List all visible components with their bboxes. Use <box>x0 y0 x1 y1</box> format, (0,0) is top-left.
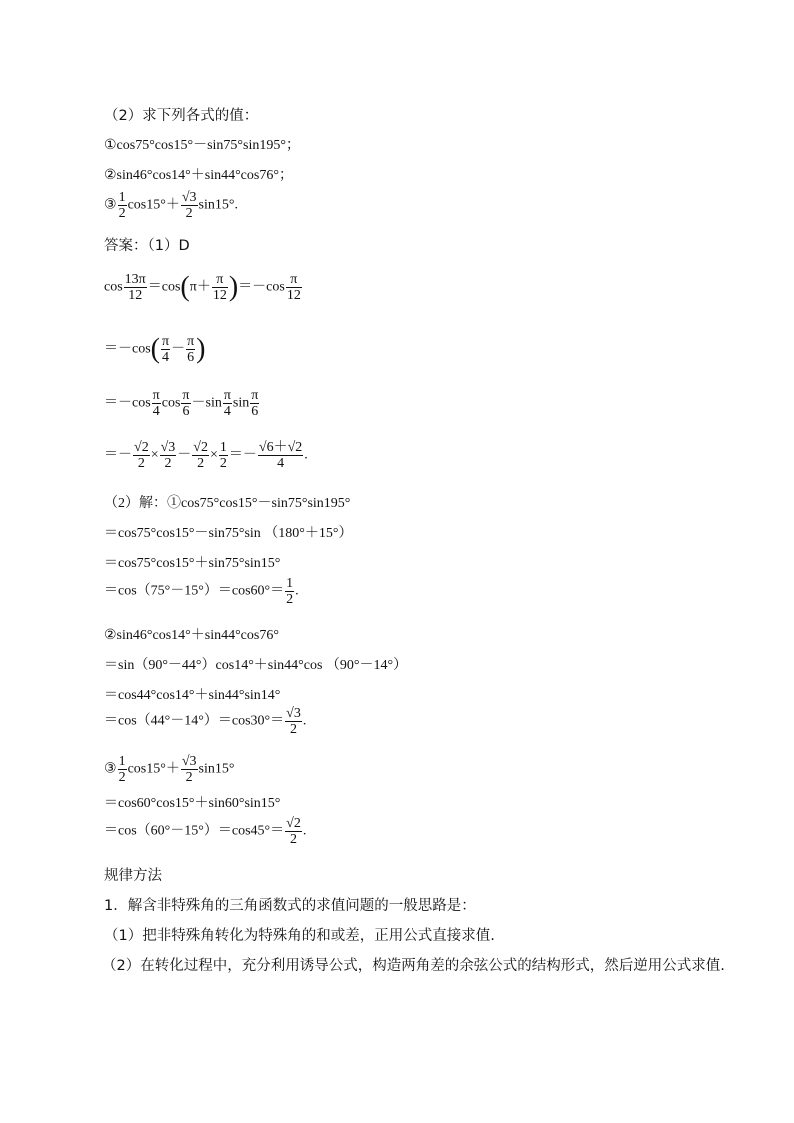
fraction: $\frac{\pi}{4}$ <box>162 334 170 365</box>
item3-suffix: sin15°. <box>198 197 238 213</box>
solution-line: ＝cos75°cos15°＋sin75°sin15° <box>104 556 281 571</box>
solution-line: ②sin46°cos14°＋sin44°cos76° <box>104 628 279 643</box>
fraction: $\frac{√2}{2}$ <box>286 816 301 847</box>
solution-line: ＝cos60°cos15°＋sin60°sin15° <box>104 796 281 811</box>
item3-prefix: ③ <box>104 197 117 213</box>
fraction: $\frac{\pi}{4}$ <box>223 388 231 419</box>
fraction: $\frac{\pi}{12}$ <box>286 272 301 303</box>
solution-line: ＝cos44°cos14°＋sin44°sin14° <box>104 688 281 703</box>
fraction: $\frac{√3}{2}$ <box>181 190 197 221</box>
question-item1: ①cos75°cos15°－sin75°sin195°； <box>104 138 300 153</box>
fraction: $\frac{1}{2}$ <box>219 440 227 471</box>
method-point: 1．解含非特殊角的三角函数式的求值问题的一般思路是： <box>104 898 476 914</box>
answer-label: 答案：（1）D <box>104 238 190 254</box>
answer-step3: ＝－cos $\frac{\pi}{4}$ cos $\frac{\pi}{6}$ －sin $\frac{\pi}{4}$ sin $\frac{\pi}{6}$ <box>104 388 259 419</box>
solution-line: ＝cos（44°－14°）＝cos30°＝ $\frac{√3}{2}$ . <box>104 706 307 737</box>
solution-line: （2）解：①cos75°cos15°－sin75°sin195° <box>104 496 351 511</box>
fraction: $\frac{1}{2}$ <box>286 576 294 607</box>
question-part2: （2）求下列各式的值： <box>104 108 259 124</box>
fraction: $\frac{√6+√2}{4}$ <box>258 440 303 471</box>
fraction: $\frac{√3}{2}$ <box>286 706 301 737</box>
fraction: $\frac{13\pi}{12}$ <box>124 272 146 303</box>
method-title: 规律方法 <box>104 868 162 884</box>
method-paragraph: （2）在转化过程中，充分利用诱导公式，构造两角差的余弦公式的结构形式，然后逆用公式求值. <box>102 958 725 974</box>
fraction: $\frac{√3}{2}$ <box>181 754 197 785</box>
solution-line: ③ $\frac{1}{2}$ cos15°＋ $\frac{√3}{2}$ sin15° <box>104 754 235 785</box>
fraction: $\frac{√2}{2}$ <box>134 440 149 471</box>
solution-line: ＝cos（60°－15°）＝cos45°＝ $\frac{√2}{2}$ . <box>104 816 307 847</box>
solution-line: ＝sin（90°－44°）cos14°＋sin44°cos （90°－14°） <box>104 658 408 673</box>
fraction: $\frac{\pi}{6}$ <box>251 388 259 419</box>
method-point: （1）把非特殊角转化为特殊角的和或差，正用公式直接求值. <box>104 928 495 944</box>
fraction: $\frac{\pi}{6}$ <box>182 388 190 419</box>
answer-step4: ＝－ $\frac{√2}{2}$ × $\frac{√3}{2}$ － $\frac{√2}{2}$ × $\frac{1}{2}$ ＝－ $\frac{√6+√2}{4}$ . <box>104 440 308 471</box>
answer-step1: cos $\frac{13\pi}{12}$ ＝cos(π＋ $\frac{\pi}{12}$ )＝－cos $\frac{\pi}{12}$ <box>104 271 301 303</box>
fraction: $\frac{√2}{2}$ <box>193 440 208 471</box>
fraction: $\frac{\pi}{6}$ <box>187 334 195 365</box>
fraction: $\frac{√3}{2}$ <box>160 440 176 471</box>
fraction: $\frac{\pi}{4}$ <box>152 388 160 419</box>
solution-line: ＝cos（75°－15°）＝cos60°＝ $\frac{1}{2}$ . <box>104 576 299 607</box>
fraction: $\frac{1}{2}$ <box>118 754 126 785</box>
question-item3 <box>104 190 238 221</box>
item3-mid: cos15°＋ <box>127 197 180 213</box>
answer-step2: ＝－cos( $\frac{\pi}{4}$ － $\frac{\pi}{6}$ ) <box>104 333 206 365</box>
fraction: $\frac{1}{2}$ <box>118 190 126 221</box>
fraction: $\frac{\pi}{12}$ <box>212 272 227 303</box>
question-item2: ②sin46°cos14°＋sin44°cos76°； <box>104 168 293 183</box>
solution-line: ＝cos75°cos15°－sin75°sin （180°＋15°） <box>104 526 353 541</box>
